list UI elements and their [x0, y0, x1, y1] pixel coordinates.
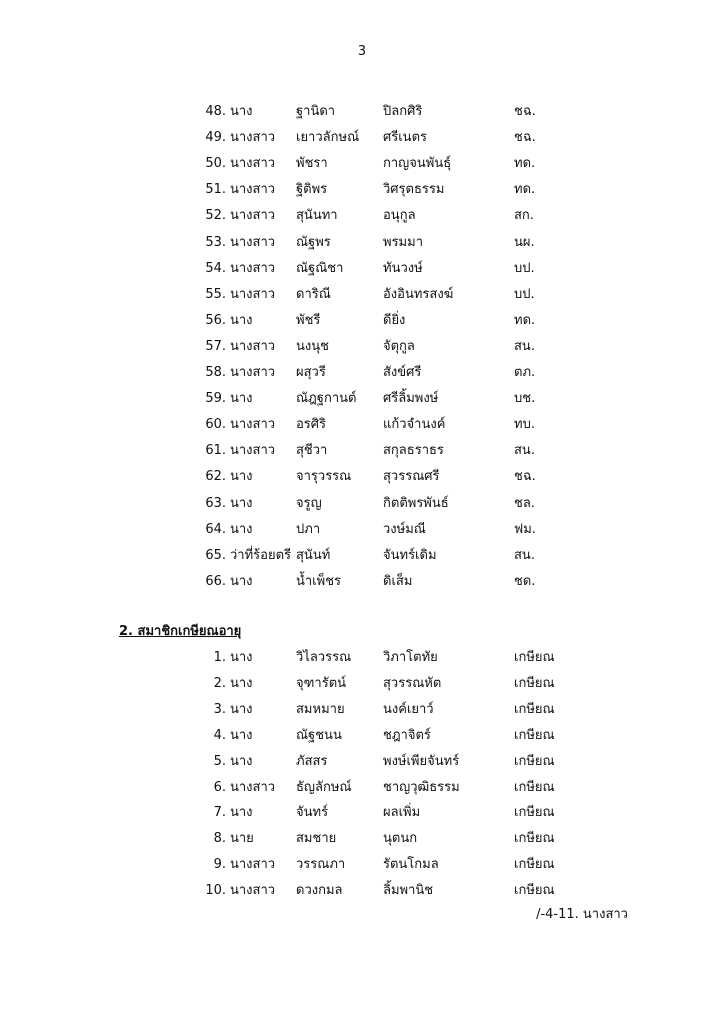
name-title: นางสาว	[230, 857, 276, 873]
item-number: 66.	[205, 573, 226, 589]
unit-code: เกษียณ	[514, 857, 555, 873]
first-name: สุนันทา	[296, 208, 338, 224]
list-item	[0, 336, 724, 358]
last-name: สังข์ศรี	[383, 365, 422, 380]
unit-code: เกษียณ	[514, 675, 555, 691]
first-name: ปภา	[296, 521, 321, 537]
item-number: 61.	[205, 443, 226, 459]
first-name: พัชรี	[296, 312, 321, 328]
last-name: วิศรุตธรรม	[383, 182, 445, 198]
page-number: 3	[357, 44, 367, 59]
last-name: ทันวงษ์	[383, 260, 423, 276]
last-name: ดิเส็ม	[383, 573, 413, 589]
list-item	[0, 854, 724, 876]
last-name: กาญจนพันธุ์	[383, 156, 452, 172]
name-title: นางสาว	[230, 156, 276, 172]
name-title: นางสาว	[230, 260, 276, 276]
list-item	[0, 310, 724, 332]
continuation-note: /-4-11. นางสาว	[536, 907, 628, 922]
unit-code: ชฉ.	[514, 469, 536, 485]
unit-code: เกษียณ	[514, 727, 555, 743]
name-title: นาง	[230, 650, 253, 665]
name-title: นาง	[230, 495, 253, 511]
last-name: วงษ์มณี	[383, 521, 426, 537]
last-name: พรมมา	[383, 234, 423, 250]
list-item	[0, 232, 724, 254]
first-name: ณัฎฐกานต์	[296, 391, 357, 407]
name-title: นาง	[230, 805, 253, 821]
first-name: ณัฐณิชา	[296, 260, 344, 276]
item-number: 1.	[213, 650, 226, 665]
item-number: 53.	[205, 234, 226, 250]
first-name: จารุวรรณ	[296, 469, 352, 485]
item-number: 48.	[205, 104, 226, 119]
unit-code: ตภ.	[514, 365, 536, 380]
first-name: สุชีวา	[296, 443, 328, 459]
first-name: ณัฐชนน	[296, 727, 342, 743]
name-title: นาง	[230, 753, 253, 769]
name-title: นาง	[230, 104, 253, 119]
unit-code: เกษียณ	[514, 701, 555, 717]
last-name: ดียิ่ง	[383, 312, 406, 328]
list-item	[0, 725, 724, 747]
first-name: วิไลวรรณ	[296, 650, 352, 665]
name-title: นางสาว	[230, 417, 276, 433]
unit-code: ชด.	[514, 573, 536, 589]
first-name: ผสุวรี	[296, 365, 326, 380]
list-item	[0, 466, 724, 488]
unit-code: นผ.	[514, 234, 535, 250]
first-name: วรรณภา	[296, 857, 346, 873]
name-title: นาง	[230, 573, 253, 589]
unit-code: สก.	[514, 208, 534, 224]
unit-code: ทบ.	[514, 417, 535, 433]
name-title: นางสาว	[230, 130, 276, 146]
list-item	[0, 127, 724, 149]
list-item	[0, 101, 724, 123]
last-name: กิตติพรพันธ์	[383, 495, 449, 511]
name-title: นางสาว	[230, 234, 276, 250]
list-item	[0, 440, 724, 462]
list-item	[0, 388, 724, 410]
first-name: สมหมาย	[296, 701, 345, 717]
last-name: วิภาโตทัย	[383, 650, 438, 665]
first-name: ฐิติพร	[296, 182, 328, 198]
item-number: 5.	[213, 753, 226, 769]
list-item	[0, 205, 724, 227]
item-number: 63.	[205, 495, 226, 511]
item-number: 6.	[213, 779, 226, 795]
unit-code: เกษียณ	[514, 805, 555, 821]
unit-code: สน.	[514, 338, 535, 354]
list-item	[0, 777, 724, 799]
last-name: สกุลธราธร	[383, 443, 444, 459]
item-number: 50.	[205, 156, 226, 172]
list-item	[0, 153, 724, 175]
unit-code: บช.	[514, 391, 536, 407]
last-name: ศรีเนตร	[383, 130, 427, 146]
list-item	[0, 493, 724, 515]
item-number: 9.	[213, 857, 226, 873]
first-name: จรูญ	[296, 495, 322, 511]
item-number: 65.	[205, 547, 226, 563]
name-title: นาง	[230, 469, 253, 485]
list-item	[0, 258, 724, 280]
item-number: 62.	[205, 469, 226, 485]
list-item	[0, 284, 724, 306]
item-number: 57.	[205, 338, 226, 354]
item-number: 2.	[213, 675, 226, 691]
unit-code: เกษียณ	[514, 831, 555, 847]
list-item	[0, 571, 724, 593]
unit-code: ชฉ.	[514, 130, 536, 146]
item-number: 64.	[205, 521, 226, 537]
unit-code: ทด.	[514, 182, 536, 198]
last-name: นุตนก	[383, 831, 418, 847]
name-title: นาง	[230, 675, 253, 691]
first-name: ภัสสร	[296, 753, 328, 769]
last-name: สุวรรณศรี	[383, 469, 440, 485]
item-number: 7.	[213, 805, 226, 821]
first-name: จันทร์	[296, 805, 329, 821]
first-name: สมชาย	[296, 831, 337, 847]
first-name: จุฑารัตน์	[296, 675, 347, 691]
name-title: นาง	[230, 727, 253, 743]
first-name: สุนันท์	[296, 547, 331, 563]
name-title: นางสาว	[230, 365, 276, 380]
last-name: อนุกูล	[383, 208, 416, 224]
name-title: นาง	[230, 521, 253, 537]
name-title: นางสาว	[230, 779, 276, 795]
last-name: อังอินทรสงฆ์	[383, 286, 454, 302]
list-item	[0, 414, 724, 436]
name-title: นางสาว	[230, 208, 276, 224]
last-name: ผลเพิ่ม	[383, 805, 421, 821]
last-name: ชฎาจิตร์	[383, 727, 431, 743]
unit-code: เกษียณ	[514, 650, 555, 665]
list-item	[0, 362, 724, 384]
name-title: นาย	[230, 831, 254, 847]
name-title: นาง	[230, 391, 253, 407]
first-name: อรศิริ	[296, 417, 327, 433]
first-name: น้ำเพ็ชร	[296, 573, 342, 589]
last-name: ศรีลิ้มพงษ์	[383, 391, 439, 407]
last-name: สุวรรณหัต	[383, 675, 442, 691]
unit-code: บป.	[514, 260, 535, 276]
list-item	[0, 647, 724, 669]
item-number: 52.	[205, 208, 226, 224]
first-name: พัชรา	[296, 156, 328, 172]
name-title: นางสาว	[230, 443, 276, 459]
unit-code: ฟม.	[514, 521, 536, 537]
name-title: นางสาว	[230, 883, 276, 899]
list-item	[0, 880, 724, 902]
first-name: ดาริณี	[296, 286, 331, 302]
last-name: นงค์เยาว์	[383, 701, 434, 717]
item-number: 55.	[205, 286, 226, 302]
list-item	[0, 828, 724, 850]
list-item	[0, 545, 724, 567]
last-name: ปิลกศิริ	[383, 104, 423, 119]
last-name: ชาญวุฒิธรรม	[383, 779, 460, 795]
list-item	[0, 179, 724, 201]
first-name: ณัฐพร	[296, 234, 331, 250]
unit-code: เกษียณ	[514, 753, 555, 769]
name-title: นางสาว	[230, 338, 276, 354]
first-name: นงนุช	[296, 338, 329, 354]
last-name: รัตนโกมล	[383, 857, 439, 873]
item-number: 58.	[205, 365, 226, 380]
unit-code: สน.	[514, 547, 535, 563]
item-number: 51.	[205, 182, 226, 198]
first-name: ธัญลักษณ์	[296, 779, 352, 795]
unit-code: ชฉ.	[514, 104, 536, 119]
list-item	[0, 699, 724, 721]
last-name: จัตุกูล	[383, 338, 415, 354]
name-title: นางสาว	[230, 286, 276, 302]
list-item	[0, 751, 724, 773]
unit-code: สน.	[514, 443, 535, 459]
first-name: ดวงกมล	[296, 883, 343, 899]
item-number: 60.	[205, 417, 226, 433]
last-name: ลิ้มพานิช	[383, 883, 434, 899]
item-number: 56.	[205, 312, 226, 328]
last-name: จันทร์เดิม	[383, 547, 437, 563]
unit-code: เกษียณ	[514, 779, 555, 795]
unit-code: ทด.	[514, 156, 536, 172]
name-title: นางสาว	[230, 182, 276, 198]
item-number: 49.	[205, 130, 226, 146]
first-name: เยาวลักษณ์	[296, 130, 360, 146]
first-name: ฐานิดา	[296, 104, 336, 119]
list-item	[0, 519, 724, 541]
section-2-heading: 2. สมาชิกเกษียณอายุ	[119, 624, 242, 639]
item-number: 10.	[205, 883, 226, 899]
name-title: นาง	[230, 312, 253, 328]
last-name: พงษ์เพียจันทร์	[383, 753, 460, 769]
list-item	[0, 802, 724, 824]
unit-code: ชล.	[514, 495, 535, 511]
item-number: 3.	[213, 701, 226, 717]
unit-code: เกษียณ	[514, 883, 555, 899]
unit-code: ทด.	[514, 312, 536, 328]
list-item	[0, 673, 724, 695]
name-title: ว่าที่ร้อยตรี	[230, 547, 292, 563]
item-number: 8.	[213, 831, 226, 847]
last-name: แก้วจำนงค์	[383, 417, 446, 433]
unit-code: บป.	[514, 286, 535, 302]
name-title: นาง	[230, 701, 253, 717]
item-number: 59.	[205, 391, 226, 407]
item-number: 54.	[205, 260, 226, 276]
item-number: 4.	[213, 727, 226, 743]
